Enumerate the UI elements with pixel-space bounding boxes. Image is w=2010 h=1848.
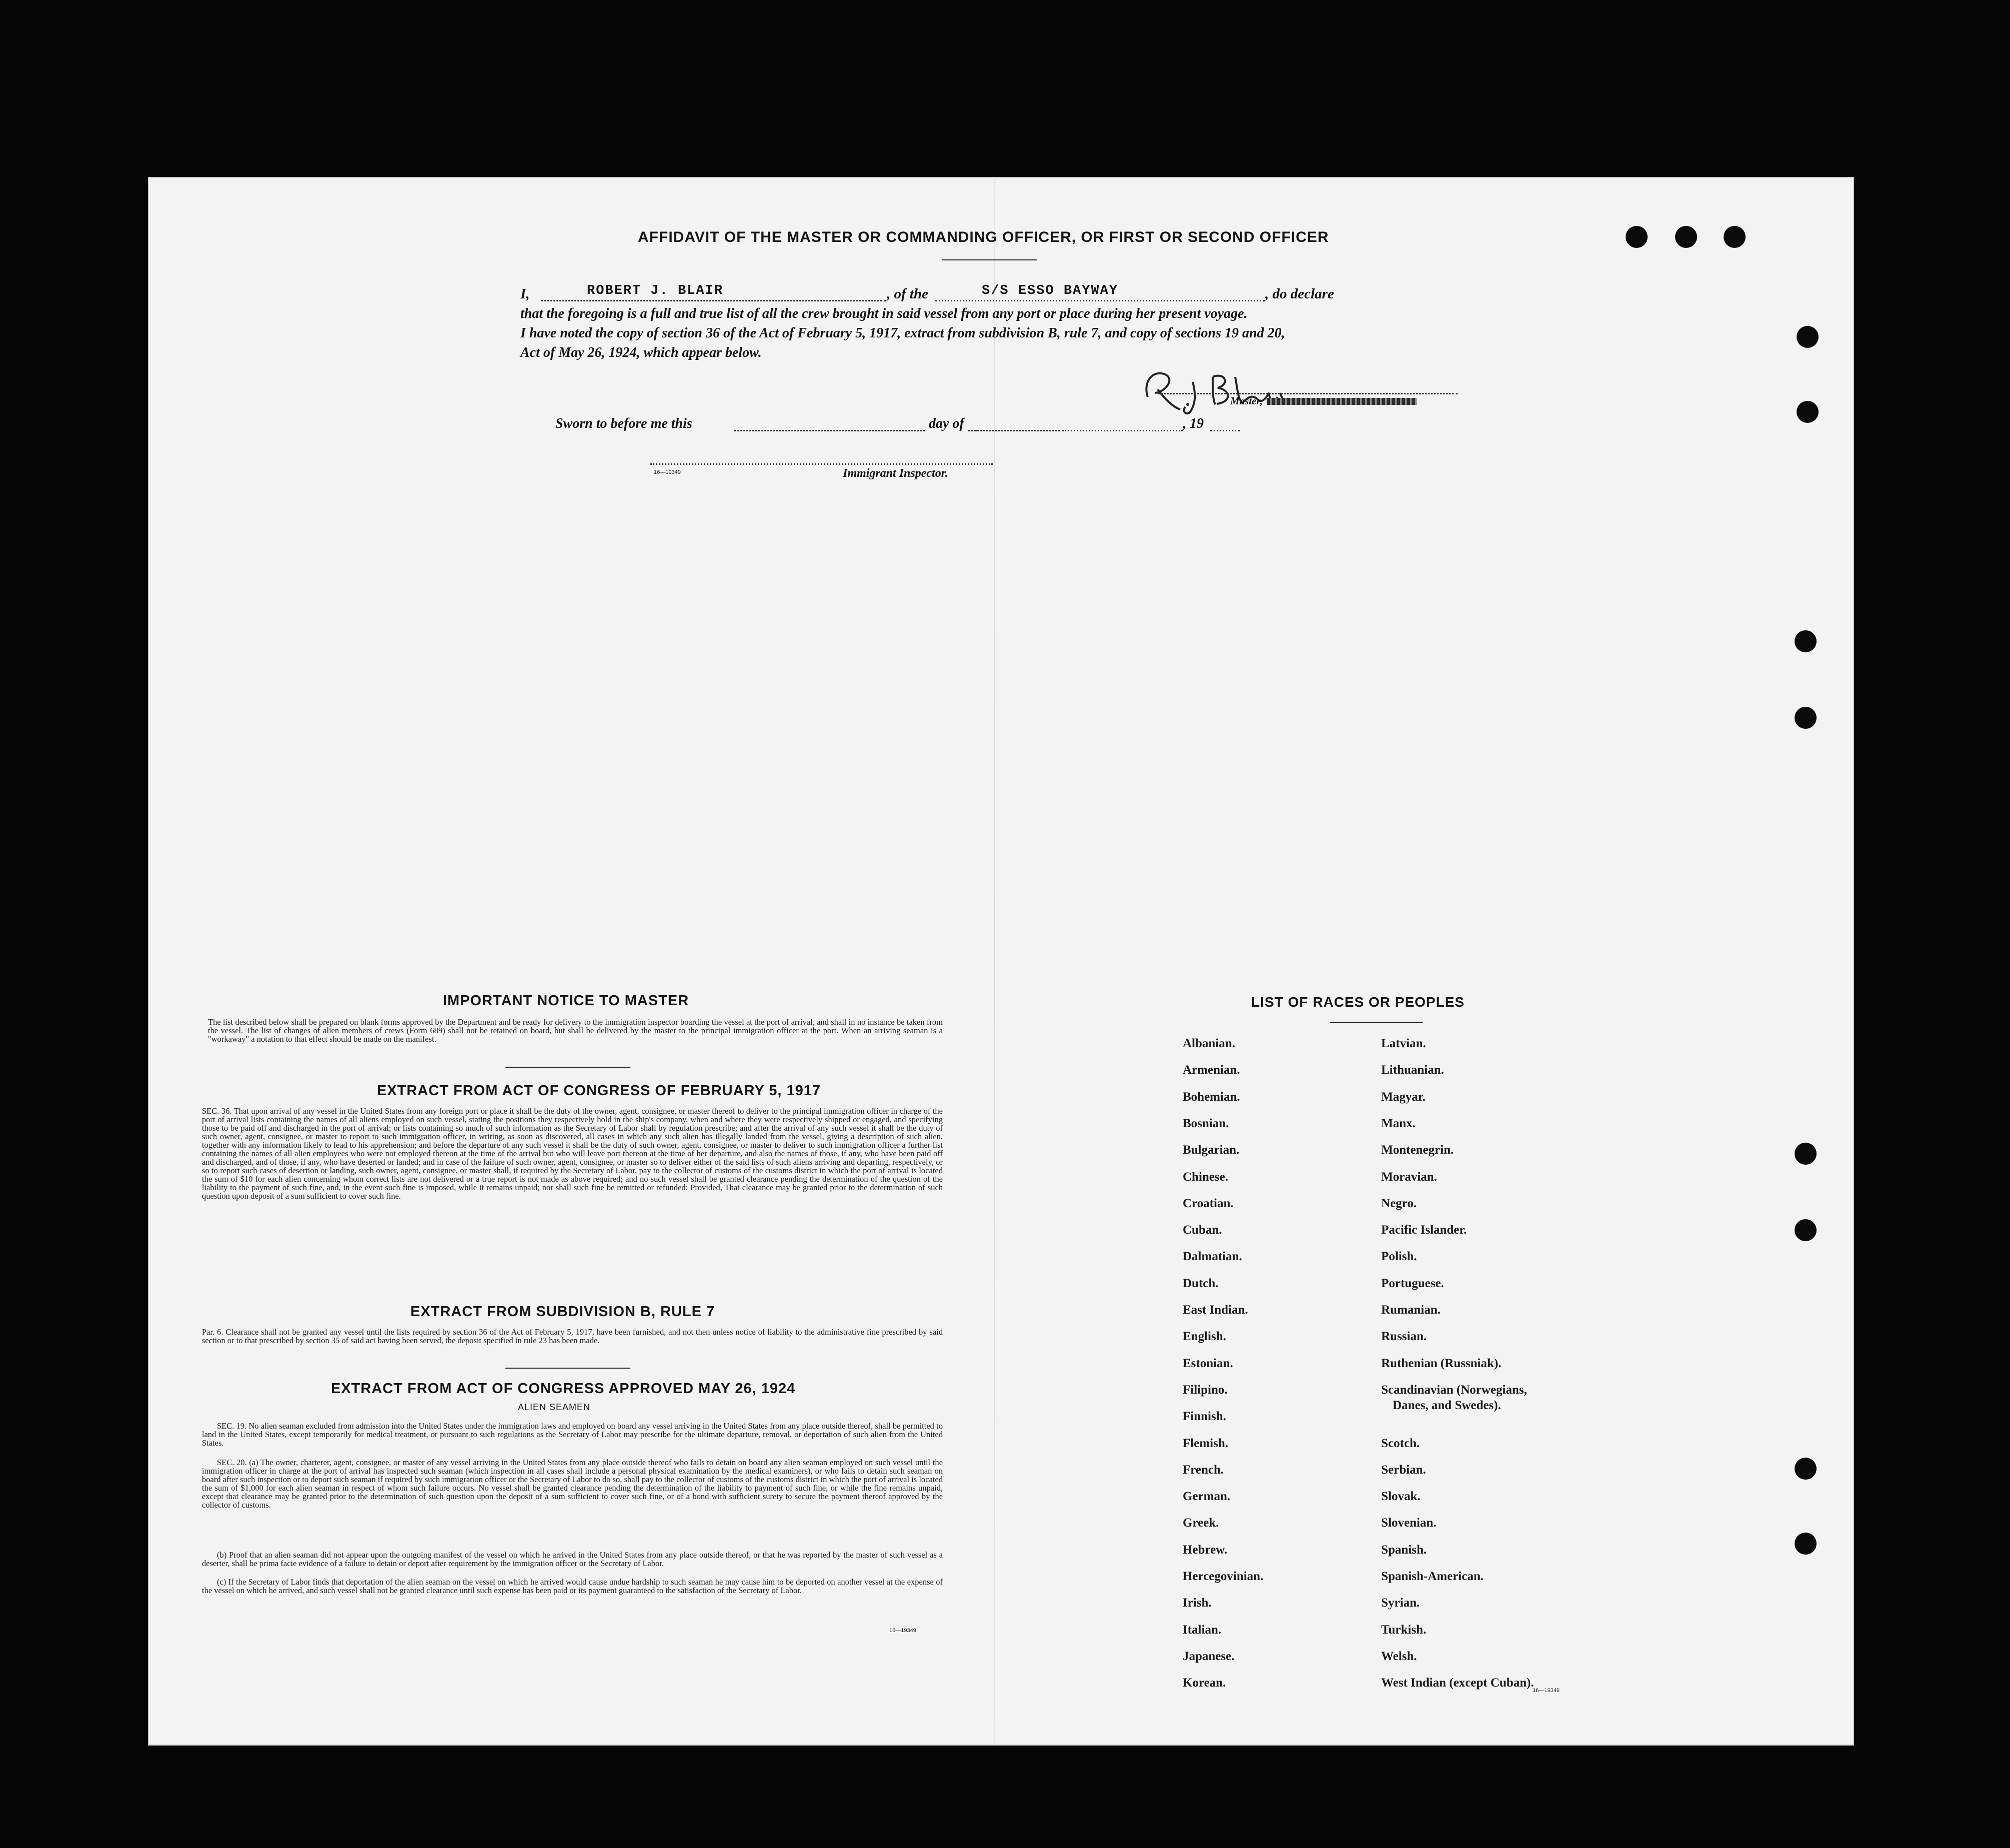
race-item: Chinese.: [1183, 1170, 1228, 1184]
race-item: Lithuanian.: [1381, 1063, 1444, 1077]
punch-hole: [1795, 707, 1817, 729]
race-item: Albanian.: [1183, 1037, 1235, 1050]
race-item: Russian.: [1381, 1330, 1427, 1344]
notice-text: The list described below shall be prepared on blank forms approved by the Department and be ready for delivery to the immigration inspector boarding the vessel at the port of arrival, and shall in no instance be taken from the vessel. The list of changes of alien members of crews (Form 689) shall not be retained on board, but shall be delivered by the master to the principal immigration officer at the port. When an arriving seaman is a "workaway" a notation to that effect should be made on the manifest.: [208, 1017, 943, 1044]
race-item: Korean.: [1183, 1676, 1226, 1690]
race-item: Scotch.: [1381, 1436, 1420, 1450]
of-the-label: , of the: [887, 286, 928, 302]
races-title: LIST OF RACES OR PEOPLES: [1251, 994, 1465, 1010]
race-item: Manx.: [1381, 1116, 1416, 1130]
race-item: Serbian.: [1381, 1463, 1426, 1477]
race-item: Spanish-American.: [1381, 1570, 1484, 1583]
year-label: , 19: [1183, 416, 1204, 431]
race-item: Montenegrin.: [1381, 1143, 1454, 1157]
race-item: Estonian.: [1183, 1356, 1233, 1370]
sec20a-text: SEC. 20. (a) The owner, charterer, agent, consignee, or master of any vessel arriving in the United States from any place outside thereof who fails to detain on board any alien seaman employed on such vessel until the immigration officer in charge at the port of arrival has inspected such seaman (which inspection in all cases shall include a personal physical examination by the medical examiners), or who fails to detain such seaman on board after such inspection or to deport such seaman if required by such immigration officer or the Secretary of Labor to do so, shall pay to the collector of customs of the customs district in which the port of arrival is located the sum of $1,000 for each alien seaman in respect of whom such failure occurs. No vessel shall be granted clearance pending the determination of the liability to payment of such fine, or while the fine remains unpaid, except that clearance may be granted prior to the determination of such question upon the deposit of a sum sufficient to cover such fine, or of a bond with sufficient surety to secure the payment thereof approved by the collector of customs.: [202, 1458, 943, 1510]
race-item: Bulgarian.: [1183, 1143, 1240, 1157]
struck-out-title: [1267, 398, 1417, 405]
day-of-label: day of: [926, 416, 967, 432]
punch-hole: [1795, 1533, 1817, 1555]
race-item: Slovenian.: [1381, 1516, 1437, 1530]
affidavit-title: AFFIDAVIT OF THE MASTER OR COMMANDING OFFICER, OR FIRST OR SECOND OFFICER: [638, 229, 1329, 245]
race-item: Slovak.: [1381, 1490, 1421, 1504]
sworn-label: Sworn to before me this: [555, 416, 692, 431]
do-declare-label: , do declare: [1265, 286, 1334, 302]
master-label: Master,: [1230, 395, 1263, 407]
race-item: Moravian.: [1381, 1170, 1437, 1184]
race-item: Dalmatian.: [1183, 1250, 1242, 1264]
title-divider: [942, 259, 1037, 260]
form-sheet: [148, 177, 1854, 1746]
vessel-field-line: [935, 300, 1265, 301]
race-item: Japanese.: [1183, 1649, 1235, 1663]
signature-image: [1138, 362, 1298, 417]
race-item: Turkish.: [1381, 1623, 1427, 1637]
vessel-name-field: S/S ESSO BAYWAY: [982, 283, 1119, 298]
race-item: Greek.: [1183, 1516, 1219, 1530]
punch-hole: [1797, 401, 1819, 423]
race-item: German.: [1183, 1490, 1231, 1504]
race-item: Magyar.: [1381, 1090, 1426, 1104]
race-item: Filipino.: [1183, 1383, 1228, 1397]
section-divider: [505, 1368, 630, 1369]
race-item: Rumanian.: [1381, 1303, 1441, 1317]
punch-hole: [1724, 226, 1746, 248]
name-field-line: [541, 300, 886, 301]
race-item: Spanish.: [1381, 1543, 1427, 1557]
race-item: Negro.: [1381, 1196, 1417, 1210]
extract-1917-title: EXTRACT FROM ACT OF CONGRESS OF FEBRUARY 5, 1917: [377, 1083, 821, 1099]
affidavit-line-2: that the foregoing is a full and true list of all the crew brought in said vessel from any port or place during her present voyage.: [520, 306, 1248, 321]
affidavit-line-3: I have noted the copy of section 36 of the Act of February 5, 1917, extract from subdivision B, rule 7, and copy of sections 19 and 20,: [520, 325, 1285, 341]
affidavit-line-4: Act of May 26, 1924, which appear below.: [520, 345, 762, 360]
race-item: Dutch.: [1183, 1276, 1219, 1290]
race-item: Bohemian.: [1183, 1090, 1240, 1104]
extract-1924-title: EXTRACT FROM ACT OF CONGRESS APPROVED MAY 26, 1924: [331, 1381, 796, 1397]
punch-hole: [1675, 226, 1697, 248]
race-item: Irish.: [1183, 1596, 1212, 1610]
race-item: Portuguese.: [1381, 1276, 1444, 1290]
race-item: Italian.: [1183, 1623, 1222, 1637]
subdivision-b-text: Par. 6. Clearance shall not be granted any vessel until the lists required by section 36 of the Act of February 5, 1917, have been furnished, and not then unless notice of liability to the administrative fine prescribed by said section or to that prescribed by section 35 of said act having been served, the deposit specified in rule 23 has been made.: [202, 1327, 943, 1345]
master-name-field: ROBERT J. BLAIR: [587, 283, 724, 298]
affidavit-form-number: 16—19349: [654, 469, 681, 475]
race-item: Croatian.: [1183, 1196, 1234, 1210]
punch-hole: [1795, 1143, 1817, 1165]
punch-hole: [1795, 1458, 1817, 1480]
race-item: French.: [1183, 1463, 1224, 1477]
punch-hole: [1626, 226, 1648, 248]
race-item: Bosnian.: [1183, 1116, 1229, 1130]
races-form-number: 16—19349: [1533, 1688, 1560, 1694]
inspector-line: [650, 463, 993, 465]
race-item: Danes, and Swedes).: [1393, 1398, 1501, 1412]
sec20c-text: (c) If the Secretary of Labor finds that deportation of the alien seaman on the vessel on which he arrived would cause undue hardship to such seaman he may cause him to be deported on another vessel at the expense of the vessel on which he arrived, and such vessel shall not be granted clearance until such expense has been paid or its payment guaranteed to the satisfaction of the Secretary of Labor.: [202, 1577, 943, 1595]
race-item: Pacific Islander.: [1381, 1223, 1467, 1237]
subdivision-b-title: EXTRACT FROM SUBDIVISION B, RULE 7: [410, 1304, 715, 1320]
punch-hole: [1795, 630, 1817, 652]
race-item: Flemish.: [1183, 1436, 1228, 1450]
race-item: English.: [1183, 1330, 1226, 1344]
race-item: Syrian.: [1381, 1596, 1420, 1610]
race-item: Armenian.: [1183, 1063, 1240, 1077]
extract-1917-text: SEC. 36. That upon arrival of any vessel in the United States from any foreign port or place it shall be the duty of the owner, agent, consignee, or master thereof to deliver to the principal immigration officer in charge of the port of arrival lists containing the names of all aliens employed on such vessel, stating the positions they respectively hold in the ship's company, when and where they were respectively shipped or engaged, and specifying those to be paid off and discharged in the port of arrival; or lists containing so much of such information as the Secretary of Labor shall by regulation prescribe; and after the arrival of any such vessel it shall be the duty of such owner, agent, consignee, or master to report to such immigration officer, in writing, as soon as discovered, all cases in which any such alien has illegally landed from the vessel, giving a description of such alien, together with any information likely to lead to his apprehension; and before the departure of any such vessel it shall be the duty of such owner, agent, consignee, or master to deliver to such immigration officer a further list containing the names of all alien employees who were not employed thereon at the time of the arrival but who will leave port thereon at the time of her departure, and also the names of those, if any, who have been paid off and discharged, and of those, if any, who have deserted or landed; and in case of the failure of such owner, agent, consignee, or master so to deliver either of the said lists of such aliens arriving and departing, respectively, or so to report such cases of desertion or landing, such owner, agent, consignee, or master shall, if required by the Secretary of Labor, pay to the collector of customs of the customs district in which the port of arrival is located the sum of $10 for each alien concerning whom correct lists are not delivered or a true report is not made as above required; and no such vessel shall be granted clearance pending the determination of the question of the liability to the payment of such fine, and, in the event such fine is imposed, while it remains unpaid; nor shall such fine be remitted or refunded: Provided, That clearance may be granted prior to the determination of such question upon deposit of a sum sufficient to cover such fine.: [202, 1106, 943, 1201]
section-divider: [505, 1067, 630, 1068]
race-item: East Indian.: [1183, 1303, 1248, 1317]
affidavit-i-label: I,: [520, 286, 530, 302]
alien-seamen-subtitle: ALIEN SEAMEN: [518, 1402, 591, 1412]
race-item: Hebrew.: [1183, 1543, 1228, 1557]
year-line: [1210, 430, 1240, 431]
punch-hole: [1797, 326, 1819, 348]
race-item: Cuban.: [1183, 1223, 1222, 1237]
notice-title: IMPORTANT NOTICE TO MASTER: [443, 993, 689, 1009]
race-item: Latvian.: [1381, 1037, 1426, 1050]
race-item: Hercegovinian.: [1183, 1570, 1264, 1583]
signature-line: [1158, 393, 1458, 394]
extract-form-number: 16—19349: [889, 1628, 916, 1634]
sec19-text: SEC. 19. No alien seaman excluded from admission into the United States under the immigration laws and employed on board any vessel arriving in the United States from any place outside thereof, shall be permitted to land in the United States, except temporarily for medical treatment, or pursuant to such regulations as the Secretary of Labor may prescribe for the ultimate departure, removal, or deportation of such alien from the United States.: [202, 1421, 943, 1448]
races-divider: [1330, 1022, 1423, 1023]
inspector-label: Immigrant Inspector.: [843, 467, 948, 480]
race-item: Welsh.: [1381, 1649, 1417, 1663]
race-item: Polish.: [1381, 1250, 1417, 1264]
race-item: Finnish.: [1183, 1410, 1226, 1424]
race-item: Ruthenian (Russniak).: [1381, 1356, 1502, 1370]
sworn-month-line: [975, 430, 1183, 431]
race-item: West Indian (except Cuban).: [1381, 1676, 1534, 1690]
sec20b-text: (b) Proof that an alien seaman did not appear upon the outgoing manifest of the vessel on which he arrived in the United States from any place outside thereof, or that he was reported by the master of such vessel as a deserter, shall be prima facie evidence of a failure to detain or deport after requirement by the immigration officer or the Secretary of Labor.: [202, 1550, 943, 1568]
punch-hole: [1795, 1219, 1817, 1241]
page-fold: [994, 177, 995, 1746]
race-item: Scandinavian (Norwegians,: [1381, 1383, 1527, 1397]
